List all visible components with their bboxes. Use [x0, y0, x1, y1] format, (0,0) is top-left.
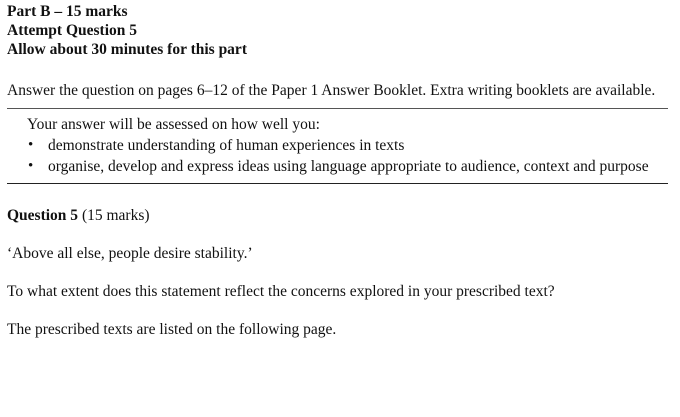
bullet-icon: • — [28, 158, 34, 174]
section-header — [7, 2, 668, 59]
list-item — [27, 157, 668, 176]
assessment-intro: Your answer will be assessed on how well you: — [27, 116, 320, 133]
question-quote: ‘Above all else, people desire stability.’ — [7, 245, 253, 262]
question-marks: (15 marks) — [81, 207, 150, 224]
bottom-divider — [7, 183, 668, 184]
prescribed-texts-note: The prescribed texts are listed on the following page. — [7, 321, 337, 338]
list-item — [27, 136, 668, 155]
instructions-text: Answer the question on pages 6–12 of the Paper 1 Answer Booklet. Extra writing booklets are available. — [7, 82, 656, 99]
criterion-text: demonstrate understanding of human experiences in texts — [48, 137, 405, 154]
criterion-text: organise, develop and express ideas using language appropriate to audience, context and purpose — [48, 158, 649, 175]
criteria-list — [27, 136, 668, 176]
assessment-criteria-box — [7, 109, 668, 176]
part-heading: Part B – 15 marks — [7, 3, 128, 20]
question-label: Question 5 — [7, 207, 79, 224]
question-prompt: To what extent does this statement reflect the concerns explored in your prescribed text? — [7, 283, 555, 300]
question-title — [7, 206, 668, 225]
attempt-heading: Attempt Question 5 — [7, 22, 138, 39]
time-heading: Allow about 30 minutes for this part — [7, 41, 247, 58]
bullet-icon: • — [28, 137, 34, 153]
